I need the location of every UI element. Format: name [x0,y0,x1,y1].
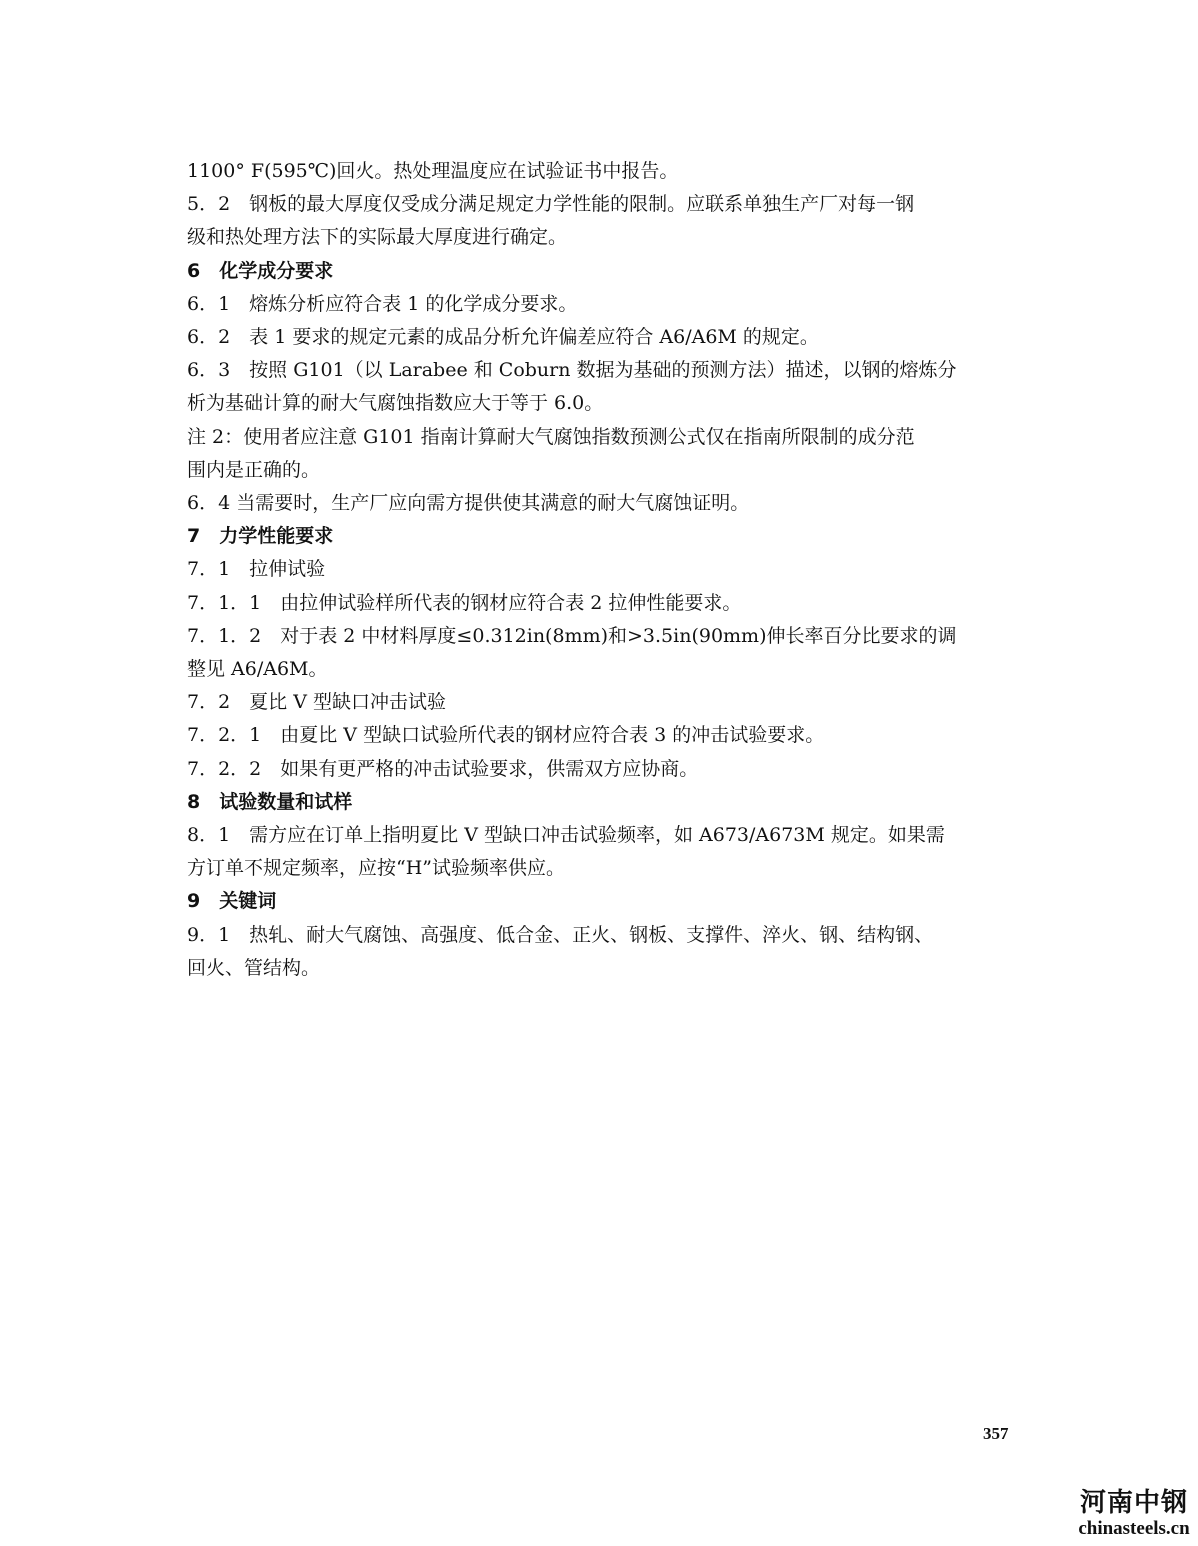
text-line: 7．2．1 由夏比 V 型缺口试验所代表的钢材应符合表 3 的冲击试验要求。 [187,724,825,747]
text-line: 注 2：使用者应注意 G101 指南计算耐大气腐蚀指数预测公式仅在指南所限制的成分范 [187,425,915,448]
text-line: 6．1 熔炼分析应符合表 1 的化学成分要求。 [187,292,578,315]
watermark-url: chinasteels.cn [1078,1518,1190,1539]
text-line: 6．4 当需要时，生产厂应向需方提供使其满意的耐大气腐蚀证明。 [187,492,750,515]
section-heading: 9 关键词 [187,890,277,913]
text-line: 7．1．1 由拉伸试验样所代表的钢材应符合表 2 拉伸性能要求。 [187,591,742,614]
section-heading: 7 力学性能要求 [187,525,334,548]
text-line: 9．1 热轧、耐大气腐蚀、高强度、低合金、正火、钢板、支撑件、淬火、钢、结构钢、 [187,923,934,946]
text-line: 6．2 表 1 要求的规定元素的成品分析允许偏差应符合 A6/A6M 的规定。 [187,326,819,349]
section-heading: 6 化学成分要求 [187,259,334,282]
text-line: 8．1 需方应在订单上指明夏比 V 型缺口冲击试验频率，如 A673/A673M 规定。如果需 [187,824,945,847]
text-line: 1100° F(595℃)回火。热处理温度应在试验证书中报告。 [187,160,679,182]
watermark-logo [1076,1488,1192,1540]
text-line: 回火、管结构。 [187,956,321,979]
page-number: 357 [983,1424,1009,1443]
text-line: 7．1 拉伸试验 [187,558,326,581]
text-line: 7．2．2 如果有更严格的冲击试验要求，供需双方应协商。 [187,757,699,780]
text-line: 6．3 按照 G101（以 Larabee 和 Coburn 数据为基础的预测方法）描述，以钢的熔炼分 [187,359,957,382]
text-line: 5．2 钢板的最大厚度仅受成分满足规定力学性能的限制。应联系单独生产厂对每一钢 [187,193,915,216]
section-heading: 8 试验数量和试样 [187,790,353,813]
text-line: 方订单不规定频率，应按“H”试验频率供应。 [187,857,565,880]
text-line: 7．1．2 对于表 2 中材料厚度≤0.312in(8mm)和>3.5in(90mm)伸长率百分比要求的调 [187,624,957,647]
watermark-chinese: 河南中钢 [1079,1488,1188,1518]
text-line: 级和热处理方法下的实际最大厚度进行确定。 [187,226,568,249]
text-line: 整见 A6/A6M。 [187,658,328,681]
text-line: 析为基础计算的耐大气腐蚀指数应大于等于 6.0。 [187,392,604,415]
text-line: 围内是正确的。 [187,458,321,481]
text-line: 7．2 夏比 V 型缺口冲击试验 [187,691,446,714]
document-body [187,155,1017,985]
